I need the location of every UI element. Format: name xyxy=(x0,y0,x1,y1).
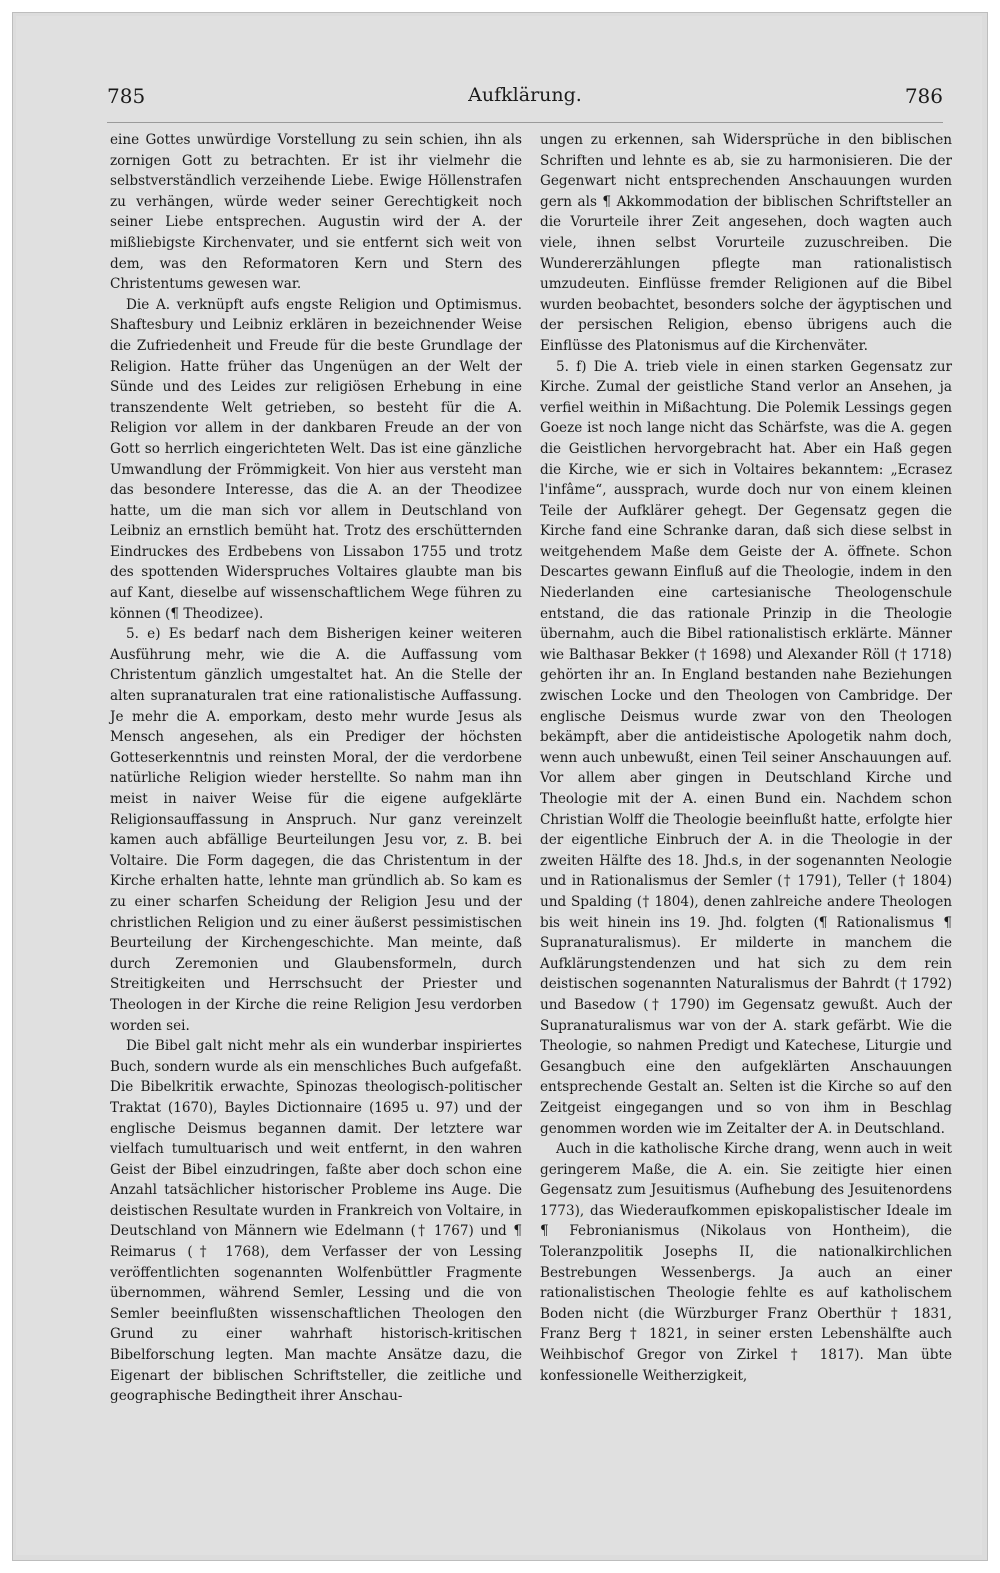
left-column xyxy=(110,130,522,1407)
paragraph: Die Bibel galt nicht mehr als ein wunderbar inspiriertes Buch, sondern wurde als ein menschliches Buch aufgefaßt. Die Bibelkritik erwachte, Spinozas theologisch-politischer Traktat (1670), Bayles Dictionnaire (1695 u. 97) und der englische Deismus begannen damit. Der letztere war vielfach tumultuarisch und weit entfernt, in den wahren Geist der Bibel einzudringen, faßte aber doch schon eine Anzahl tatsächlicher historischer Probleme ins Auge. Die deistischen Resultate wurden in Frankreich von Voltaire, in Deutschland von Männern wie Edelmann († 1767) und ¶ Reimarus († 1768), dem Verfasser der von Lessing veröffentlichten sogenannten Wolfenbüttler Fragmente übernommen, während Semler, Lessing und die von Semler beeinflußten wissenschaftlichen Theologen den Grund zu einer wahrhaft historisch-kritischen Bibelforschung legten. Man machte Ansätze dazu, die Eigenart der biblischen Schriftsteller, die zeitliche und geographische Bedingtheit ihrer Anschau- xyxy=(110,1038,522,1405)
paragraph: Die A. verknüpft aufs engste Religion und Optimismus. Shaftesbury und Leibniz erklären in bezeichnender Weise die Zufriedenheit und Freude für die beste Grundlage der Religion. Hatte früher das Ungenügen an der Welt der Sünde und des Leides zur religiösen Erhebung in eine transzendente Welt getrieben, so besteht für die A. Religion vor allem in der dankbaren Freude an der von Gott so herrlich eingerichteten Welt. Das ist eine gänzliche Umwandlung der Frömmigkeit. Von hier aus versteht man das besondere Interesse, das die A. an der Theodizee hatte, um die man sich vor allem in Deutschland von Leibniz an ernstlich bemüht hat. Trotz des erschütternden Eindruckes des Erdbebens von Lissabon 1755 und trotz des spottenden Widerspruches Voltaires glaubte man bis auf Kant, dieselbe auf wissenschaftlichem Wege führen zu können (¶ Theodizee). xyxy=(110,296,522,622)
paragraph: 5. f) Die A. trieb viele in einen starken Gegensatz zur Kirche. Zumal der geistliche Stand verlor an Ansehen, ja verfiel weithin in Mißachtung. Die Polemik Lessings gegen Goeze ist noch lange nicht das Schärfste, was die A. gegen die Geistlichen hervorgebracht hat. Aber ein Haß gegen die Kirche, wie er sich in Voltaires bekanntem: „Ecrasez l'infâme“, aussprach, wurde doch nur von einem kleinen Teile der Aufklärer gehegt. Der Gegensatz gegen die Kirche fand eine Schranke daran, daß sich diese selbst in weitgehendem Maße dem Geiste der A. öffnete. Schon Descartes gewann Einfluß auf die Theologie, indem in den Niederlanden eine cartesianische Theologenschule entstand, die das rationale Prinzip in die Theologie übernahm, auch die Bibel rationalistisch erklärte. Männer wie Balthasar Bekker († 1698) und Alexander Röll († 1718) gehörten ihr an. In England bestanden nahe Beziehungen zwischen Locke und den Theologen von Cambridge. Der englische Deismus wurde zwar von den Theologen bekämpft, aber die antideistische Apologetik nahm doch, wenn auch unbewußt, einen Teil seiner Anschauungen auf. Vor allem aber gingen in Deutschland Kirche und Theologie mit der A. einen Bund ein. Nachdem schon Christian Wolff die Theologie beeinflußt hatte, erfolgte hier der eigentliche Einbruch der A. in die Theologie in der zweiten Hälfte des 18. Jhd.s, in der sogenannten Neologie und in Rationalismus der Semler († 1791), Teller († 1804) und Spalding († 1804), denen zahlreiche andere Theologen bis weit hinein ins 19. Jhd. folgten (¶ Rationalismus ¶ Supranaturalismus). Er milderte in manchem die Aufklärungstendenzen und hat sich zu dem rein deistischen sogenannten Naturalismus der Bahrdt († 1792) und Basedow († 1790) im Gegensatz gewußt. Auch der Supranaturalismus war von der A. stark gefärbt. Wie die Theologie, so nahmen Predigt und Katechese, Liturgie und Gesangbuch eine den aufgeklärten Anschauungen entsprechende Gestalt an. Selten ist die Kirche so auf den Zeitgeist eingegangen und so von ihm in Beschlag genommen worden wie im Zeitalter der A. in Deutschland. xyxy=(540,358,952,1137)
page-number-right: 786 xyxy=(904,84,943,108)
header-rule xyxy=(107,122,943,123)
right-column xyxy=(540,130,952,1386)
paragraph: 5. e) Es bedarf nach dem Bisherigen keiner weiteren Ausführung mehr, wie die A. die Auffassung vom Christentum gänzlich umgestaltet hat. An die Stelle der alten supranaturalen trat eine rationalistische Auffassung. Je mehr die A. emporkam, desto mehr wurde Jesus als Mensch angesehen, als ein Prediger der höchsten Gotteserkenntnis und reinsten Moral, der die verdorbene natürliche Religion wieder herstellte. So nahm man ihn meist in naiver Weise für die eigene aufgeklärte Religionsauffassung in Anspruch. Nur ganz vereinzelt kamen auch abfällige Beurteilungen Jesu vor, z. B. bei Voltaire. Die Form dagegen, die das Christentum in der Kirche erhalten hatte, lehnte man gründlich ab. So kam es zu einer scharfen Scheidung der Religion Jesu und der christlichen Religion und zu einer äußerst pessimistischen Beurteilung der Kirchengeschichte. Man meinte, daß durch Zeremonien und Glaubensformeln, durch Streitigkeiten und Herrschsucht der Priester und Theologen in der Kirche die reine Religion Jesu verdorben worden sei. xyxy=(110,626,522,1034)
paragraph: Auch in die katholische Kirche drang, wenn auch in weit geringerem Maße, die A. ein. Sie zeitigte hier einen Gegensatz zum Jesuitismus (Aufhebung des Jesuitenordens 1773), das Wiederaufkommen episkopalistischer Ideale im ¶ Febronianismus (Nikolaus von Hontheim), die Toleranzpolitik Josephs II, die nationalkirchlichen Bestrebungen Wessenbergs. Ja auch an einer rationalistischen Theologie fehlte es auf katholischem Boden nicht (die Würzburger Franz Oberthür † 1831, Franz Berg † 1821, in seiner ersten Lebenshälfte auch Weihbischof Gregor von Zirkel † 1817). Man übte konfessionelle Weitherzigkeit, xyxy=(540,1141,952,1384)
running-title: Aufklärung. xyxy=(468,84,582,106)
paragraph: eine Gottes unwürdige Vorstellung zu sein schien, ihn als zornigen Gott zu betrachten. Er ist ihr vielmehr die selbstverständlich verzeihende Liebe. Ewige Höllenstrafen zu verhängen, würde weder seiner Gerechtigkeit noch seiner Liebe entsprechen. Augustin wird der A. der mißliebigste Kirchenvater, und sie entfernt sich weit von dem, was den Reformatoren Kern und Stern des Christentums gewesen war. xyxy=(110,132,522,293)
page-header xyxy=(107,84,943,114)
paragraph: ungen zu erkennen, sah Widersprüche in den biblischen Schriften und lehnte es ab, sie zu harmonisieren. Die der Gegenwart nicht entsprechenden Anschauungen wurden gern als ¶ Akkommodation der biblischen Schriftsteller an die Vorurteile ihrer Zeit angesehen, doch wagten auch viele, ihnen selbst Vorurteile zuzuschreiben. Die Wundererzählungen pflegte man rationalistisch umzudeuten. Einflüsse fremder Religionen auf die Bibel wurden beobachtet, besonders solche der ägyptischen und der persischen Religion, ebenso übrigens auch die Einflüsse des Platonismus auf die Kirchenväter. xyxy=(540,132,952,354)
page-number-left: 785 xyxy=(107,84,146,108)
